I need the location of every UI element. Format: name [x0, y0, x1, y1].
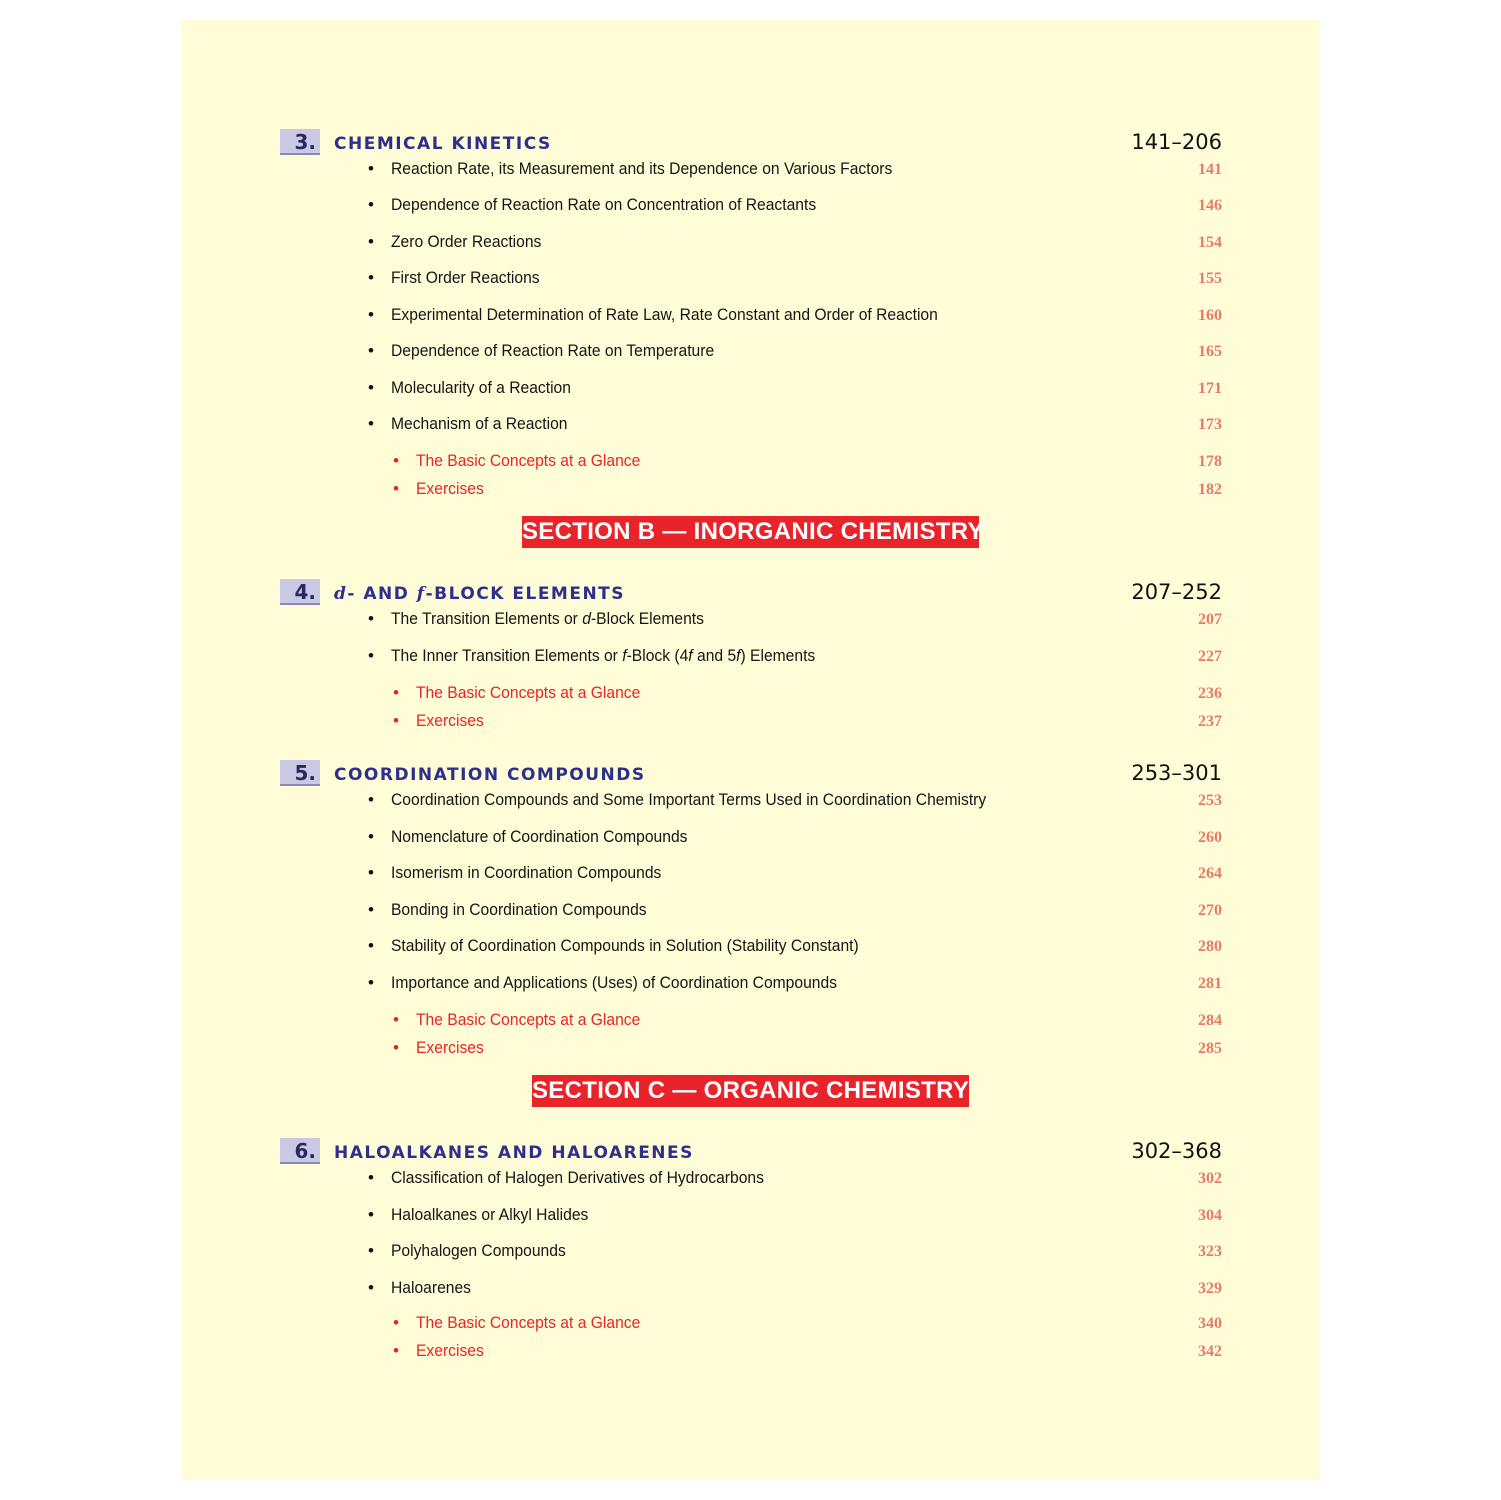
toc-page-number: 165	[1198, 343, 1222, 360]
chapter-title: HALOALKANES AND HALOARENES	[334, 1143, 694, 1163]
text-italic: f	[688, 646, 693, 665]
toc-extra-item[interactable]	[368, 680, 1222, 706]
toc-page-number: 323	[1198, 1243, 1222, 1260]
toc-page-number: 160	[1198, 307, 1222, 324]
toc-item-text	[391, 606, 704, 632]
chapter-number: 3.	[280, 129, 320, 155]
toc-page-number: 171	[1198, 380, 1222, 397]
toc-item-text: Exercises	[416, 479, 484, 498]
toc-item-text: Reaction Rate, its Measurement and its Dependence on Various Factors	[391, 159, 893, 178]
toc-item[interactable]	[368, 192, 1222, 218]
toc-extra-item[interactable]	[368, 1035, 1222, 1061]
chapter-title-part: - AND	[347, 584, 417, 604]
bullet: •	[368, 159, 374, 178]
section-banner: SECTION C — ORGANIC CHEMISTRY	[532, 1075, 969, 1107]
toc-item-text: Nomenclature of Coordination Compounds	[391, 827, 688, 846]
bullet: •	[393, 683, 399, 702]
chapter-page-range: 141–206	[1131, 130, 1222, 154]
toc-item[interactable]	[368, 338, 1222, 364]
toc-item-text: Stability of Coordination Compounds in Solution (Stability Constant)	[391, 936, 859, 955]
chapter-number: 4.	[280, 579, 320, 605]
toc-page	[182, 20, 1320, 1480]
toc-item-text: The Basic Concepts at a Glance	[416, 1010, 641, 1029]
chapter-title-f: f	[416, 584, 426, 604]
toc-item-text: First Order Reactions	[391, 268, 540, 287]
toc-item[interactable]	[368, 787, 1222, 813]
toc-item[interactable]	[368, 302, 1222, 328]
toc-item[interactable]	[368, 229, 1222, 255]
chapter-page-range: 302–368	[1131, 1139, 1222, 1163]
toc-item[interactable]	[368, 643, 1222, 669]
toc-item-text: Coordination Compounds and Some Important Terms Used in Coordination Chemistry	[391, 790, 987, 809]
toc-extra-item[interactable]	[368, 1007, 1222, 1033]
toc-item[interactable]	[368, 824, 1222, 850]
toc-item-text: Polyhalogen Compounds	[391, 1241, 566, 1260]
toc-page-number: 207	[1198, 611, 1222, 628]
toc-item-text: Haloarenes	[391, 1278, 471, 1297]
bullet: •	[393, 1038, 399, 1057]
toc-item-text: The Basic Concepts at a Glance	[416, 451, 641, 470]
toc-extra-item[interactable]	[368, 708, 1222, 734]
toc-item[interactable]	[368, 606, 1222, 632]
toc-item-text	[391, 643, 815, 669]
toc-page-number: 280	[1198, 938, 1222, 955]
toc-item[interactable]	[368, 933, 1222, 959]
toc-page-number: 146	[1198, 197, 1222, 214]
chapter-page-range: 253–301	[1131, 761, 1222, 785]
toc-page-number: 173	[1198, 416, 1222, 433]
toc-page-number: 182	[1198, 481, 1222, 498]
toc-item-text: Dependence of Reaction Rate on Concentration of Reactants	[391, 195, 817, 214]
bullet: •	[368, 936, 374, 955]
toc-item[interactable]	[368, 1202, 1222, 1228]
toc-page-number: 253	[1198, 792, 1222, 809]
bullet: •	[368, 827, 374, 846]
toc-item[interactable]	[368, 411, 1222, 437]
toc-item-text: Molecularity of a Reaction	[391, 378, 571, 397]
toc-page-number: 260	[1198, 829, 1222, 846]
toc-item-text: Exercises	[416, 1341, 484, 1360]
toc-page-number: 178	[1198, 453, 1222, 470]
chapter-title-d: d	[334, 584, 348, 604]
toc-item[interactable]	[368, 156, 1222, 182]
toc-page-number: 155	[1198, 270, 1222, 287]
chapter-heading	[280, 129, 1222, 159]
toc-item[interactable]	[368, 897, 1222, 923]
toc-item-text: Mechanism of a Reaction	[391, 414, 568, 433]
bullet: •	[393, 1313, 399, 1332]
toc-page-number: 236	[1198, 685, 1222, 702]
toc-item[interactable]	[368, 265, 1222, 291]
chapter-number: 6.	[280, 1138, 320, 1164]
bullet: •	[393, 711, 399, 730]
toc-item[interactable]	[368, 1165, 1222, 1191]
toc-item-text: Importance and Applications (Uses) of Coordination Compounds	[391, 973, 837, 992]
toc-page-number: 284	[1198, 1012, 1222, 1029]
toc-item-text: The Basic Concepts at a Glance	[416, 683, 641, 702]
chapter-title	[334, 582, 625, 606]
bullet: •	[368, 646, 374, 665]
toc-item-text: Classification of Halogen Derivatives of Hydrocarbons	[391, 1168, 764, 1187]
bullet: •	[368, 1205, 374, 1224]
text-italic: f	[736, 646, 741, 665]
bullet: •	[368, 1241, 374, 1260]
toc-page-number: 237	[1198, 713, 1222, 730]
text-part: and 5	[692, 646, 737, 665]
bullet: •	[368, 414, 374, 433]
bullet: •	[393, 1010, 399, 1029]
toc-item[interactable]	[368, 860, 1222, 886]
bullet: •	[368, 900, 374, 919]
bullet: •	[393, 479, 399, 498]
toc-item-text: Dependence of Reaction Rate on Temperature	[391, 341, 715, 360]
toc-page-number: 342	[1198, 1343, 1222, 1360]
chapter-heading	[280, 1138, 1222, 1168]
bullet: •	[393, 451, 399, 470]
chapter-title-part: -BLOCK ELEMENTS	[425, 584, 626, 604]
chapter-title: COORDINATION COMPOUNDS	[334, 765, 646, 785]
toc-extra-item[interactable]	[368, 1310, 1222, 1336]
toc-page-number: 329	[1198, 1280, 1222, 1297]
text-italic: f	[622, 646, 627, 665]
toc-extra-item[interactable]	[368, 476, 1222, 502]
chapter-heading	[280, 760, 1222, 790]
text-part: -Block (4	[626, 646, 689, 665]
section-banner: SECTION B — INORGANIC CHEMISTRY	[522, 516, 979, 548]
bullet: •	[368, 973, 374, 992]
bullet: •	[368, 378, 374, 397]
toc-extra-item[interactable]	[368, 1338, 1222, 1364]
toc-page-number: 285	[1198, 1040, 1222, 1057]
toc-item-text: Experimental Determination of Rate Law, Rate Constant and Order of Reaction	[391, 305, 938, 324]
toc-item[interactable]	[368, 1238, 1222, 1264]
bullet: •	[368, 232, 374, 251]
toc-page-number: 154	[1198, 234, 1222, 251]
toc-item[interactable]	[368, 1275, 1222, 1301]
toc-page-number: 141	[1198, 161, 1222, 178]
toc-page-number: 340	[1198, 1315, 1222, 1332]
toc-item-text: Exercises	[416, 1038, 484, 1057]
bullet: •	[368, 195, 374, 214]
toc-item-text: Isomerism in Coordination Compounds	[391, 863, 662, 882]
toc-page-number: 281	[1198, 975, 1222, 992]
toc-item-text: Zero Order Reactions	[391, 232, 542, 251]
toc-item-text: Haloalkanes or Alkyl Halides	[391, 1205, 589, 1224]
toc-page-number: 270	[1198, 902, 1222, 919]
toc-page-number: 302	[1198, 1170, 1222, 1187]
text-part: ) Elements	[740, 646, 816, 665]
toc-extra-item[interactable]	[368, 448, 1222, 474]
text-italic: d	[582, 609, 591, 628]
bullet: •	[368, 305, 374, 324]
chapter-heading	[280, 579, 1222, 609]
bullet: •	[368, 790, 374, 809]
toc-item-text: The Basic Concepts at a Glance	[416, 1313, 641, 1332]
bullet: •	[393, 1341, 399, 1360]
toc-item-text: Bonding in Coordination Compounds	[391, 900, 647, 919]
bullet: •	[368, 268, 374, 287]
text-part: -Block Elements	[590, 609, 704, 628]
chapter-page-range: 207–252	[1131, 580, 1222, 604]
bullet: •	[368, 863, 374, 882]
bullet: •	[368, 341, 374, 360]
toc-page-number: 264	[1198, 865, 1222, 882]
toc-page-number: 304	[1198, 1207, 1222, 1224]
text-part: The Inner Transition Elements or	[391, 646, 623, 665]
toc-page-number: 227	[1198, 648, 1222, 665]
text-part: The Transition Elements or	[391, 609, 583, 628]
toc-item[interactable]	[368, 375, 1222, 401]
chapter-number: 5.	[280, 760, 320, 786]
toc-item[interactable]	[368, 970, 1222, 996]
bullet: •	[368, 1278, 374, 1297]
toc-item-text: Exercises	[416, 711, 484, 730]
chapter-title: CHEMICAL KINETICS	[334, 134, 552, 154]
bullet: •	[368, 1168, 374, 1187]
bullet: •	[368, 609, 374, 628]
